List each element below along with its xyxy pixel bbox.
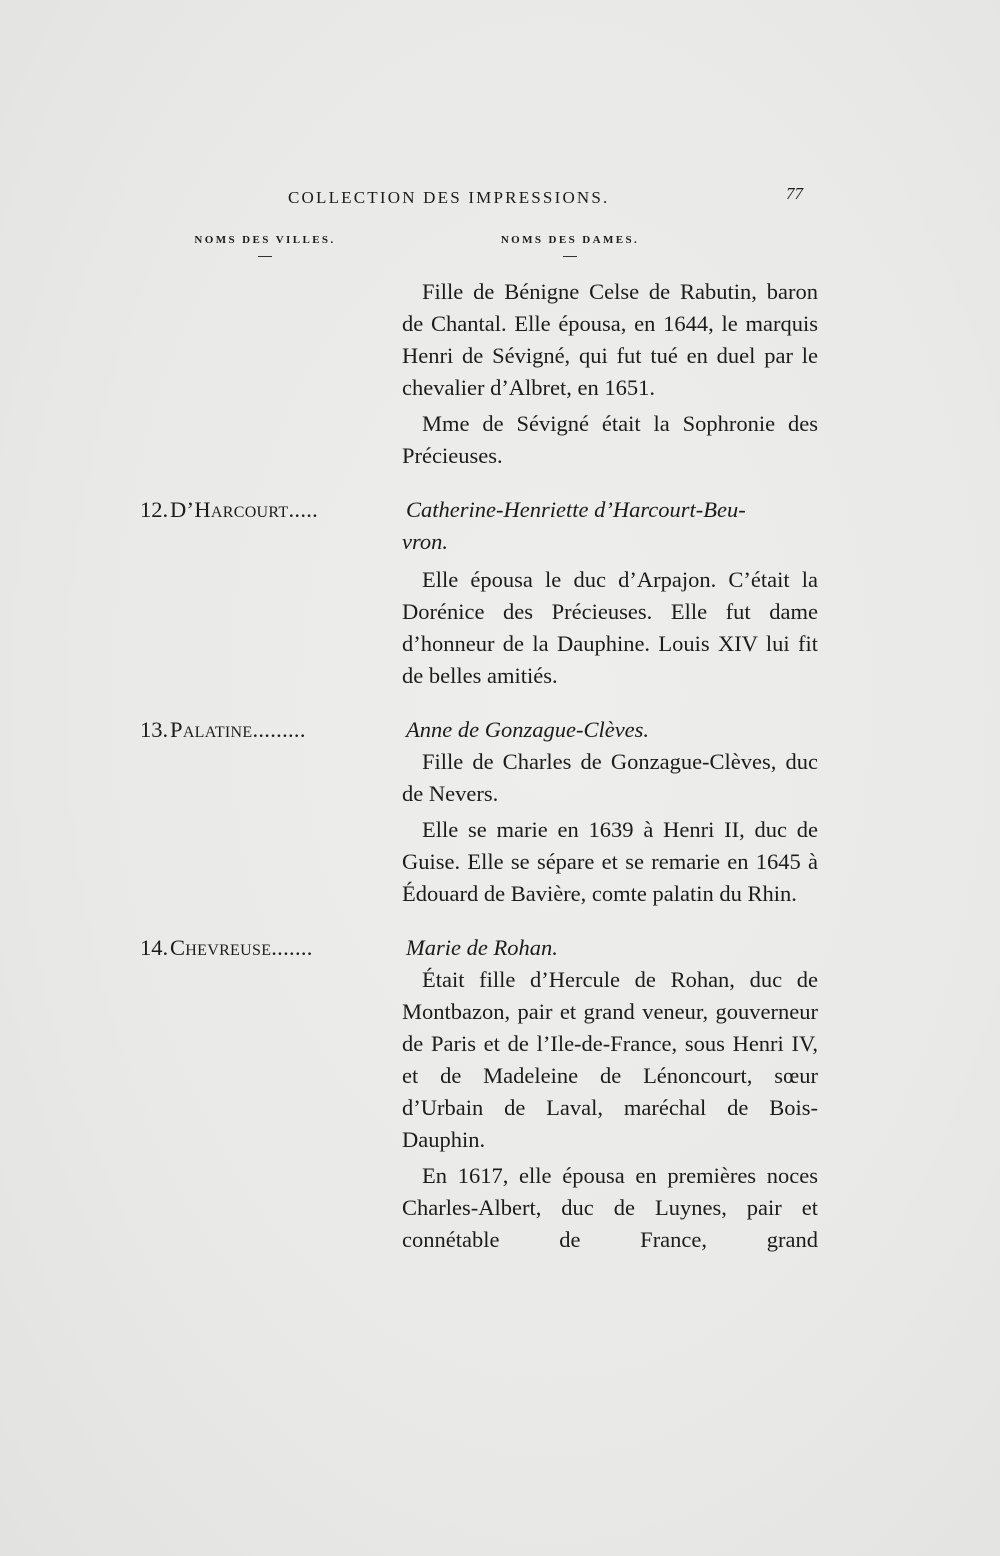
body-text — [140, 270, 840, 1256]
column-heading-dames-label: NOMS DES DAMES. — [500, 234, 640, 246]
entry-city: Palatine......... — [170, 717, 306, 742]
page-number: 77 — [786, 184, 803, 203]
column-heading-villes — [190, 234, 340, 257]
entry-city: D’Harcourt..... — [170, 497, 319, 522]
running-title: COLLECTION DES IMPRESSIONS. — [288, 188, 610, 207]
intro-paragraph: Mme de Sévigné était la Sophronie des Précieuses. — [402, 411, 818, 468]
column-heading-dash — [258, 256, 272, 257]
entry-paragraph: Elle épousa le duc d’Arpajon. C’était la Dorénice des Précieuses. Elle fut dame d’honneur de la Dauphine. Louis XIV lui fit de belles amitiés. — [402, 567, 818, 688]
entry-lady-name-continued: vron. — [402, 529, 449, 554]
entry-lady-name: Catherine-Henriette d’Harcourt-Beu- — [406, 497, 746, 522]
entry-number: 14. — [140, 935, 169, 960]
entry-14 — [140, 932, 840, 1256]
column-heading-dames — [490, 234, 650, 257]
running-head — [0, 184, 1000, 218]
entry-city: Chevreuse....... — [170, 935, 313, 960]
entry-number: 13. — [140, 717, 169, 742]
entry-number: 12. — [140, 497, 169, 522]
entry-paragraph: Fille de Charles de Gonzague-Clèves, duc de Nevers. — [402, 749, 818, 806]
entry-lady-name: Marie de Rohan. — [406, 935, 558, 960]
entry-paragraph: Elle se marie en 1639 à Henri II, duc de Guise. Elle se sépare et se remarie en 1645 à Édouard de Bavière, comte palatin du Rhin. — [402, 817, 818, 906]
column-heading-villes-label: NOMS DES VILLES. — [194, 234, 336, 246]
entry-paragraph: En 1617, elle épousa en premières noces Charles-Albert, duc de Luynes, pair et connétable de France, grand — [402, 1163, 818, 1252]
column-heading-dash — [563, 256, 577, 257]
entry-lady-name: Anne de Gonzague-Clèves. — [406, 717, 650, 742]
entry-paragraph: Était fille d’Hercule de Rohan, duc de Montbazon, pair et grand veneur, gouverneur de Paris et de l’Ile-de-France, sous Henri IV, et de Madeleine de Lénoncourt, sœur d’Urbain de Laval, maréchal de Bois-Dauphin. — [402, 967, 818, 1152]
intro-paragraph: Fille de Bénigne Celse de Rabutin, baron de Chantal. Elle épousa, en 1644, le marquis Henri de Sévigné, qui fut tué en duel par le chevalier d’Albret, en 1651. — [402, 279, 818, 400]
entry-12 — [140, 494, 840, 692]
entry-13 — [140, 714, 840, 910]
